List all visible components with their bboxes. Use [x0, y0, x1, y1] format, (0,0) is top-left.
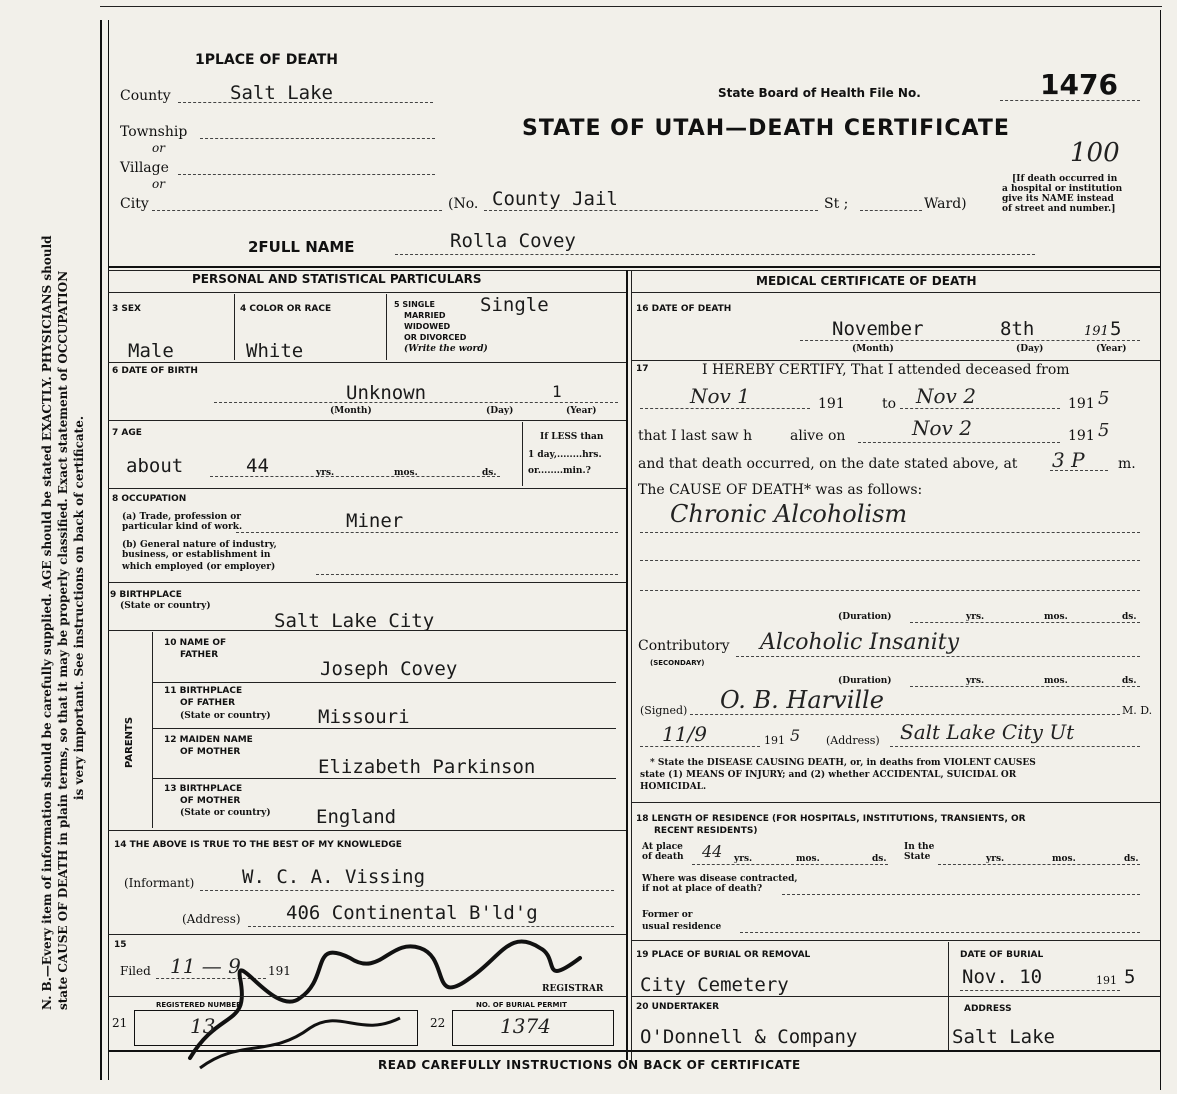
handwritten-number: 100: [1070, 138, 1120, 168]
dob-month-caption: (Month): [330, 406, 372, 416]
father-label-1: 10 NAME OF: [164, 638, 227, 648]
to-label: to: [882, 396, 897, 412]
less-than-1: If LESS than: [540, 432, 604, 442]
day-caption: (Day): [1016, 344, 1044, 354]
date-of-death-year: 5: [1110, 318, 1122, 340]
hospital-note-1: [If death occurred in: [1012, 174, 1118, 184]
month-caption: (Month): [852, 344, 894, 354]
column-divider: [626, 270, 628, 1060]
attended-from-year: 191: [818, 396, 845, 412]
ward-label: Ward): [924, 196, 967, 212]
burial-date-label: DATE OF BURIAL: [960, 950, 1044, 960]
in-state-label-2: State: [904, 852, 931, 862]
undertaker-value: O'Donnell & Company: [640, 1026, 858, 1048]
registered-number-value: 13: [190, 1014, 216, 1038]
marital-label-3: WIDOWED: [404, 322, 451, 331]
occupation-a-2: particular kind of work.: [122, 522, 243, 532]
race-value: White: [246, 340, 304, 362]
dob-day-caption: (Day): [486, 406, 514, 416]
former-residence-label-2: usual residence: [642, 922, 722, 932]
year-caption: (Year): [1096, 344, 1127, 354]
occupation-a-1: (a) Trade, profession or: [122, 512, 241, 522]
cause-of-death-value: Chronic Alcoholism: [670, 500, 908, 528]
residence-years: 44: [702, 842, 723, 861]
occupation-label: 8 OCCUPATION: [112, 494, 187, 504]
attended-to-year: 191: [1068, 396, 1095, 412]
attended-to-year-digit: 5: [1098, 388, 1110, 409]
full-name-value: Rolla Covey: [450, 230, 576, 252]
county-label: County: [120, 88, 171, 104]
parents-label: PARENTS: [124, 716, 135, 768]
burial-year-digit: 5: [1124, 966, 1136, 988]
informant-address-label: (Address): [182, 912, 241, 926]
residence-yrs: yrs.: [734, 854, 753, 864]
age-ds-caption: ds.: [482, 468, 497, 478]
duration-mos-2: mos.: [1044, 676, 1068, 686]
attended-to-date: Nov 2: [916, 384, 976, 408]
undertaker-address-label: ADDRESS: [964, 1004, 1012, 1014]
burial-permit-label: NO. OF BURIAL PERMIT: [476, 1001, 567, 1009]
left-border-inner: [108, 20, 109, 1080]
dob-label: 6 DATE OF BIRTH: [112, 366, 198, 376]
physician-signature: O. B. Harville: [720, 686, 884, 714]
filed-year: 191: [268, 964, 291, 978]
place-of-death-label: 1PLACE OF DEATH: [195, 52, 339, 68]
state-ds: ds.: [1124, 854, 1139, 864]
undertaker-address-value: Salt Lake: [952, 1026, 1055, 1048]
mother-birthplace-label-3: (State or country): [180, 808, 271, 818]
dob-day: 1: [552, 382, 562, 401]
marital-label-1: 5 SINGLE: [394, 300, 435, 309]
st-label: St ;: [824, 196, 849, 212]
footer-divider: [108, 1050, 1160, 1052]
sex-label: 3 SEX: [112, 304, 141, 314]
father-label-2: FATHER: [180, 650, 219, 660]
burial-permit-prefix: 22: [430, 1016, 446, 1030]
signature-address: Salt Lake City Ut: [900, 720, 1075, 744]
burial-date-value: Nov. 10: [962, 966, 1043, 988]
duration-ds-1: ds.: [1122, 612, 1137, 622]
township-label: Township: [120, 124, 188, 140]
cause-of-death-label: The CAUSE OF DEATH* was as follows:: [638, 482, 923, 498]
signature-date: 11/9: [662, 722, 707, 746]
filed-label: Filed: [120, 964, 151, 978]
footnote-2: state (1) MEANS OF INJURY; and (2) whether ACCIDENTAL, SUICIDAL OR: [640, 770, 1017, 780]
mother-label-2: OF MOTHER: [180, 747, 241, 757]
state-mos: mos.: [1052, 854, 1076, 864]
father-birthplace-label-2: OF FATHER: [180, 698, 236, 708]
age-yrs-caption: yrs.: [316, 468, 335, 478]
margin-note-3: is very important. See instructions on back of certificate.: [72, 415, 86, 800]
duration-ds-2: ds.: [1122, 676, 1137, 686]
header-divider: [108, 266, 1160, 268]
margin-note-1: N. B.—Every item of information should be carefully supplied. AGE should be stated EXACTLY. PHYSICIANS should: [40, 235, 54, 1010]
county-value: Salt Lake: [230, 82, 333, 104]
residence-ds: ds.: [872, 854, 887, 864]
age-years: 44: [246, 455, 269, 477]
informant-label: (Informant): [124, 876, 195, 890]
undertaker-label: 20 UNDERTAKER: [636, 1002, 720, 1012]
at-place-label-1: At place: [642, 842, 683, 852]
true-statement-label: 14 THE ABOVE IS TRUE TO THE BEST OF MY KNOWLEDGE: [114, 840, 402, 850]
contributory-label: Contributory: [638, 638, 730, 654]
margin-note-2: state CAUSE OF DEATH in plain terms, so that it may be properly classified. Exact statement of OCCUPATION: [56, 270, 70, 1010]
registrar-label: REGISTRAR: [542, 984, 604, 994]
full-name-label: 2FULL NAME: [248, 238, 355, 256]
signature-year-digit: 5: [790, 726, 801, 745]
secondary-label: (SECONDARY): [650, 659, 705, 667]
village-label: Village: [120, 160, 169, 176]
mother-value: Elizabeth Parkinson: [318, 756, 536, 778]
mother-birthplace-value: England: [316, 806, 397, 828]
burial-permit-value: 1374: [500, 1014, 551, 1038]
birthplace-sublabel: (State or country): [120, 601, 211, 611]
marital-value: Single: [480, 294, 549, 316]
right-border: [1160, 10, 1161, 1090]
state-yrs: yrs.: [986, 854, 1005, 864]
date-of-death-year-prefix: 191: [1084, 324, 1109, 339]
father-birthplace-label-1: 11 BIRTHPLACE: [164, 686, 243, 696]
file-no-label: State Board of Health File No.: [718, 86, 921, 100]
hospital-note-2: a hospital or institution: [1002, 184, 1123, 194]
city-label: City: [120, 196, 149, 212]
marital-label-5: (Write the word): [404, 344, 488, 354]
residence-mos: mos.: [796, 854, 820, 864]
informant-value: W. C. A. Vissing: [242, 866, 426, 888]
sex-value: Male: [128, 340, 174, 362]
hospital-note-4: of street and number.]: [1002, 204, 1116, 214]
date-of-death-day: 8th: [1000, 318, 1035, 340]
date-of-death-month: November: [832, 318, 924, 340]
occupation-b-1: (b) General nature of industry,: [122, 540, 277, 550]
burial-place-label: 19 PLACE OF BURIAL OR REMOVAL: [636, 950, 811, 960]
in-state-label-1: In the: [904, 842, 935, 852]
personal-section-title: PERSONAL AND STATISTICAL PARTICULARS: [192, 272, 482, 286]
contributory-value: Alcoholic Insanity: [760, 630, 960, 655]
last-saw-label: that I last saw h: [638, 428, 753, 444]
less-than-2: 1 day,........hrs.: [528, 450, 602, 460]
file-number: 1476: [1040, 68, 1118, 101]
m-label: m.: [1118, 456, 1136, 472]
contracted-label-1: Where was disease contracted,: [642, 874, 798, 884]
footer-instructions: READ CAREFULLY INSTRUCTIONS ON BACK OF CERTIFICATE: [378, 1058, 801, 1072]
certify-text: I HEREBY CERTIFY, That I attended deceased from: [702, 362, 1070, 378]
former-residence-label-1: Former or: [642, 910, 693, 920]
signature-address-label: (Address): [826, 734, 880, 747]
duration-label-1: (Duration): [838, 612, 892, 622]
top-border: [100, 6, 1162, 7]
father-birthplace-value: Missouri: [318, 706, 410, 728]
race-label: 4 COLOR OR RACE: [240, 304, 332, 314]
occupation-b-2: business, or establishment in: [122, 550, 271, 560]
burial-place-value: City Cemetery: [640, 974, 789, 996]
registrar-signature: [180, 918, 610, 1078]
medical-section-title: MEDICAL CERTIFICATE OF DEATH: [756, 274, 977, 288]
last-alive-date: Nov 2: [912, 416, 972, 440]
occupation-value: Miner: [346, 510, 404, 532]
duration-label-2: (Duration): [838, 676, 892, 686]
registered-number-label: REGISTERED NUMBER: [156, 1001, 242, 1009]
at-place-label-2: of death: [642, 852, 684, 862]
contracted-label-2: if not at place of death?: [642, 884, 763, 894]
item-17-number: 17: [636, 364, 649, 374]
residence-label-2: RECENT RESIDENTS): [654, 826, 758, 836]
age-value: about: [126, 455, 184, 477]
duration-yrs-1: yrs.: [966, 612, 985, 622]
registered-number-prefix: 21: [112, 1016, 128, 1030]
duration-mos-1: mos.: [1044, 612, 1068, 622]
registered-number-box: [134, 1010, 418, 1046]
birthplace-label: 9 BIRTHPLACE: [110, 590, 182, 600]
less-than-3: or........min.?: [528, 466, 591, 476]
burial-year: 191: [1096, 974, 1117, 987]
certificate-title: STATE OF UTAH—DEATH CERTIFICATE: [522, 116, 1010, 141]
marital-label-2: MARRIED: [404, 311, 446, 320]
filed-date: 11 — 9: [170, 954, 241, 978]
last-alive-year-digit: 5: [1098, 420, 1110, 441]
age-label: 7 AGE: [112, 428, 142, 438]
or-1: or: [152, 141, 165, 155]
alive-on-label: alive on: [790, 428, 846, 444]
dob-value: Unknown: [346, 382, 427, 404]
or-2: or: [152, 177, 165, 191]
md-label: M. D.: [1122, 704, 1153, 717]
footnote-1: * State the DISEASE CAUSING DEATH, or, in deaths from VIOLENT CAUSES: [650, 758, 1036, 768]
birthplace-value: Salt Lake City: [274, 610, 435, 632]
footnote-3: HOMICIDAL.: [640, 782, 707, 792]
informant-address-value: 406 Continental B'ld'g: [286, 902, 538, 924]
left-border: [100, 20, 102, 1080]
father-value: Joseph Covey: [320, 658, 458, 680]
age-mos-caption: mos.: [394, 468, 418, 478]
death-occurred-text: and that death occurred, on the date stated above, at: [638, 456, 1018, 472]
signature-year: 191: [764, 734, 785, 747]
father-birthplace-label-3: (State or country): [180, 711, 271, 721]
residence-label-1: 18 LENGTH OF RESIDENCE (FOR HOSPITALS, INSTITUTIONS, TRANSIENTS, OR: [636, 814, 1026, 824]
mother-label-1: 12 MAIDEN NAME: [164, 735, 253, 745]
marital-label-4: OR DIVORCED: [404, 333, 467, 342]
address-no-value: County Jail: [492, 188, 618, 210]
date-of-death-label: 16 DATE OF DEATH: [636, 304, 732, 314]
filed-number: 15: [114, 940, 127, 950]
last-alive-year: 191: [1068, 428, 1095, 444]
attended-from-date: Nov 1: [690, 384, 750, 408]
hospital-note-3: give its NAME instead: [1002, 194, 1114, 204]
dob-year-caption: (Year): [566, 406, 597, 416]
duration-yrs-2: yrs.: [966, 676, 985, 686]
time-of-death: 3 P: [1052, 448, 1085, 472]
occupation-b-3: which employed (or employer): [122, 562, 276, 572]
mother-birthplace-label-1: 13 BIRTHPLACE: [164, 784, 243, 794]
mother-birthplace-label-2: OF MOTHER: [180, 796, 241, 806]
signed-label: (Signed): [640, 704, 688, 717]
no-label: (No.: [448, 196, 479, 212]
